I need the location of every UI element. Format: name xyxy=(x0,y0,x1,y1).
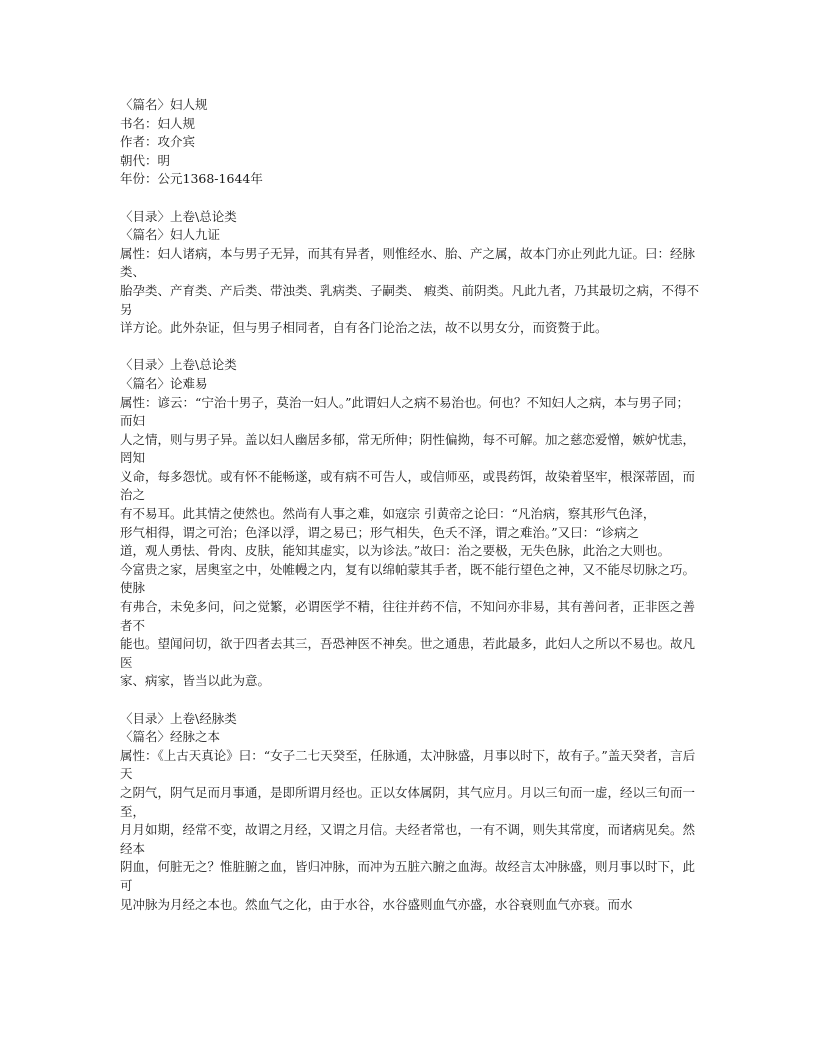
section-body-line: 属性：妇人诸病，本与男子无异，而其有异者，则惟经水、胎、产之属，故本门亦止列此九证。曰：经脉类、 xyxy=(120,245,696,280)
header-line: 年份：公元1368-1644年 xyxy=(120,171,263,187)
section-body-line: 能也。望闻问切，欲于四者去其三，吾恐神医不神矣。世之通患，若此最多，此妇人之所以不易也。故凡医 xyxy=(120,636,696,670)
document-page xyxy=(120,96,700,933)
section-catalog: 〈目录〉上卷\总论类 xyxy=(120,208,237,224)
section-body-line: 有不易耳。此其情之使然也。然尚有人事之难，如寇宗 引黄帝之论曰：“凡治病，察其形气色泽， xyxy=(120,506,656,522)
header-line: 书名：妇人规 xyxy=(120,115,196,131)
section-body-line: 今富贵之家，居奥室之中，处帷幔之内，复有以绵帕蒙其手者，既不能行望色之神，又不能尽切脉之巧。使脉 xyxy=(120,561,696,596)
section-body-line: 人之情，则与男子异。盖以妇人幽居多郁，常无所伸；阴性偏拗，每不可解。加之慈恋爱憎，嫉妒忧恚，罔知 xyxy=(120,431,696,466)
section-nine-syndromes xyxy=(120,208,700,338)
section-body-line: 月月如期，经常不变，故谓之月经，又谓之月信。夫经者常也，一有不调，则失其常度，而诸病见矣。然经本 xyxy=(120,822,696,856)
section-title: 〈篇名〉论难易 xyxy=(120,375,208,391)
section-catalog: 〈目录〉上卷\经脉类 xyxy=(120,710,237,726)
section-body-line: 详方论。此外杂证，但与男子相同者，自有各门论治之法，故不以男女分，而资赘于此。 xyxy=(120,320,608,336)
section-menses-root xyxy=(120,710,700,915)
section-body-line: 胎孕类、产育类、产后类、带浊类、乳病类、子嗣类、 瘕类、前阴类。凡此九者，乃其最切之病，不得不另 xyxy=(120,282,699,317)
section-body-line: 义命，每多怨忧。或有怀不能畅遂，或有病不可告人，或信师巫，或畏药饵，故染着坚牢，根深蒂固，而治之 xyxy=(120,468,696,503)
section-body-line: 家、病家，皆当以此为意。 xyxy=(120,673,271,689)
section-difficulty xyxy=(120,356,700,691)
header-line: 作者：攻介宾 xyxy=(120,134,196,150)
section-body-line: 见冲脉为月经之本也。然血气之化，由于水谷，水谷盛则血气亦盛，水谷衰则血气亦衰。而水 xyxy=(120,896,633,912)
section-body-line: 之阴气，阴气足而月事通，是即所谓月经也。正以女体属阴，其气应月。月以三旬而一虚，经以三旬而一至， xyxy=(120,784,696,819)
section-body-line: 属性：《上古天真论》曰：“女子二七天癸至，任脉通，太冲脉盛，月事以时下，故有子。”盖天癸者，言后天 xyxy=(120,747,696,782)
section-body-line: 属性：谚云：“宁治十男子，莫治一妇人。”此谓妇人之病不易治也。何也？不知妇人之病，本与男子同；而妇 xyxy=(120,394,690,429)
section-body-line: 道，观人勇怯、骨肉、皮肤，能知其虚实，以为诊法。”故曰：治之要极，无失色脉，此治之大则也。 xyxy=(120,543,671,559)
section-body-line: 阴血，何脏无之？惟脏腑之血，皆归冲脉，而冲为五脏六腑之血海。故经言太冲脉盛，则月事以时下，此可 xyxy=(120,859,696,893)
section-body-line: 有弗合，未免多问，问之觉繁，必谓医学不精，往往并药不信，不知问亦非易，其有善问者，正非医之善者不 xyxy=(120,599,696,633)
section-catalog: 〈目录〉上卷\总论类 xyxy=(120,357,237,373)
section-title: 〈篇名〉妇人九证 xyxy=(120,227,221,243)
header-line: 〈篇名〉妇人规 xyxy=(120,97,208,112)
header-line: 朝代：明 xyxy=(120,152,171,168)
section-title: 〈篇名〉经脉之本 xyxy=(120,729,221,745)
section-body-line: 形气相得，谓之可治；色泽以浮，谓之易已；形气相失，色夭不泽，谓之难治。”又曰：“诊病之 xyxy=(120,524,640,540)
document-header xyxy=(120,96,700,189)
